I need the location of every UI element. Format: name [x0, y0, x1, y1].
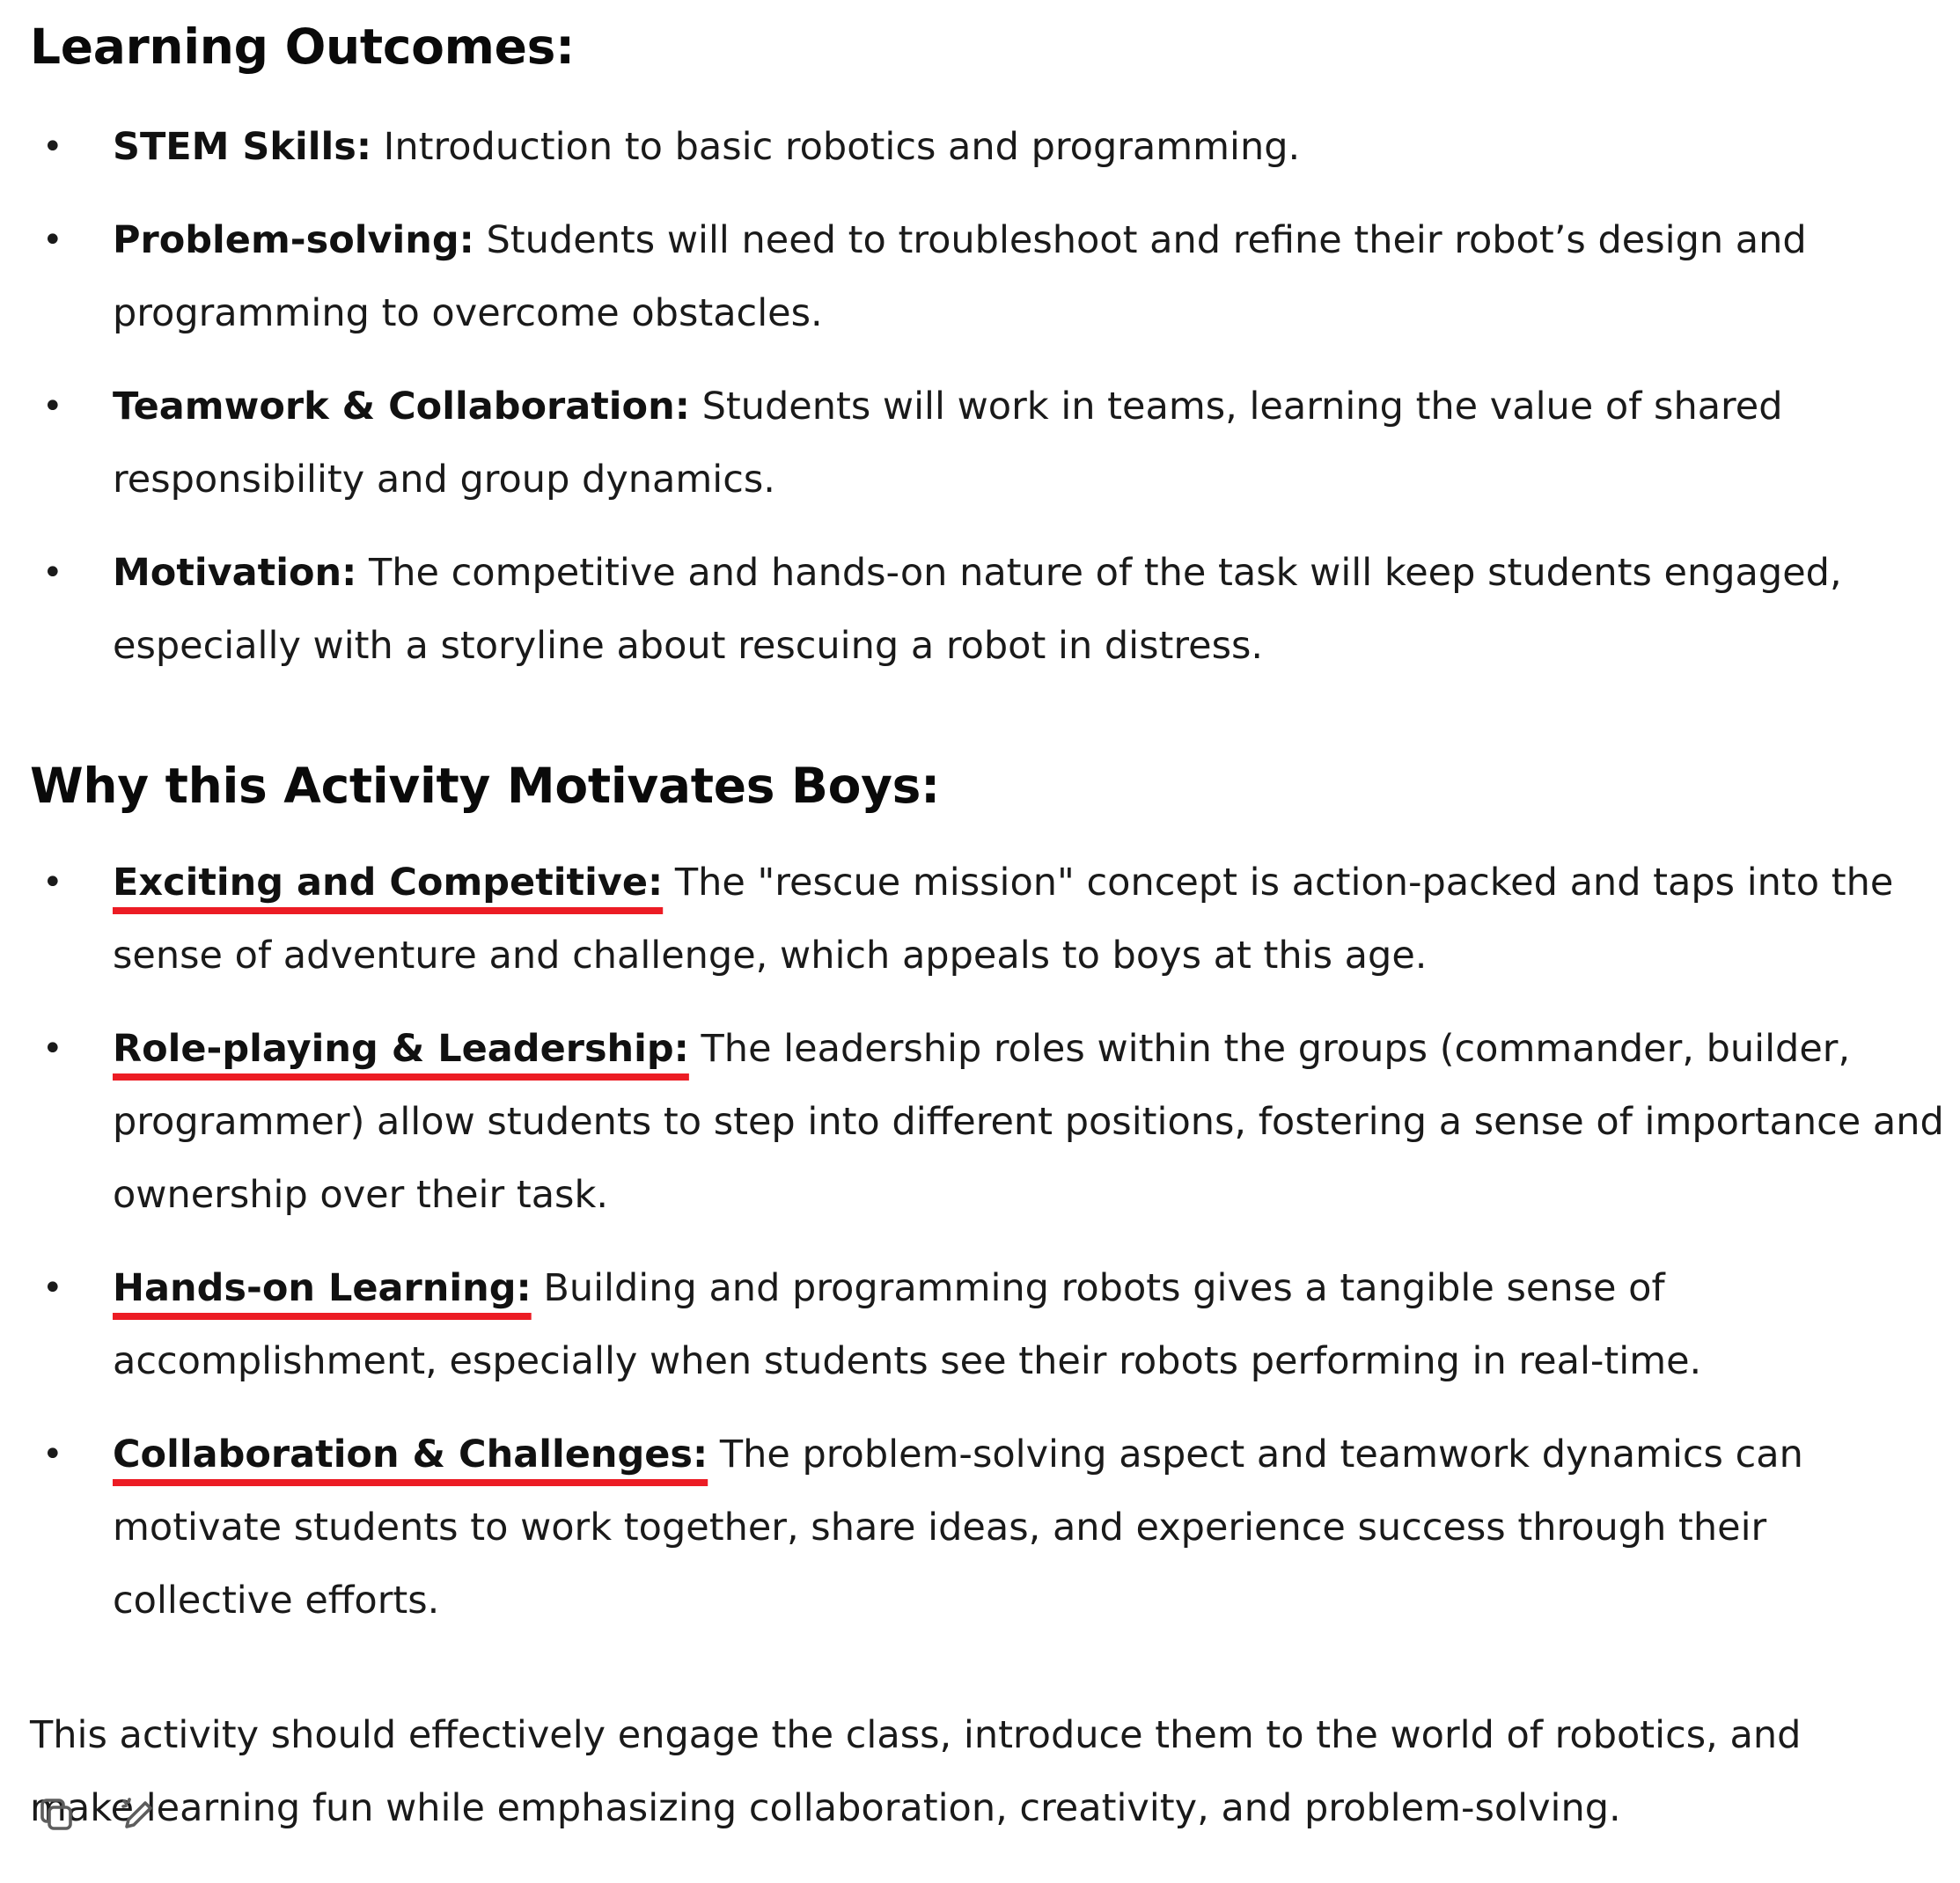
item-term-underlined: Role-playing & Leadership: — [113, 1027, 689, 1071]
why-activity-heading: Why this Activity Motivates Boys: — [30, 758, 940, 814]
item-term: Problem-solving: — [113, 218, 474, 262]
item-term: Teamwork & Collaboration: — [113, 385, 690, 429]
item-text: The problem-solving aspect and teamwork dynamics can motivate students to work together, share ideas, and experience success through their collective efforts. — [113, 1432, 1803, 1623]
item-term-underlined: Hands-on Learning: — [113, 1266, 532, 1310]
item-text: The leadership roles within the groups (commander, builder, programmer) allow students to step into different positions, fostering a sense of importance and ownership over their task. — [113, 1027, 1944, 1217]
list-item — [30, 537, 1949, 683]
bullet: • — [42, 127, 63, 167]
item-text: Students will need to troubleshoot and refine their robot’s design and programming to overcome obstacles. — [113, 218, 1807, 335]
why-activity-list — [30, 846, 1949, 1638]
list-item — [30, 1252, 1949, 1398]
copy-icon[interactable] — [33, 1791, 79, 1837]
item-text: Students will work in teams, learning the value of shared responsibility and group dynamics. — [113, 385, 1783, 502]
bullet: • — [42, 220, 63, 260]
item-text: Introduction to basic robotics and programming. — [371, 125, 1301, 169]
learning-outcomes-heading: Learning Outcomes: — [30, 18, 575, 75]
closing-paragraph: This activity should effectively engage the class, introduce them to the world of robotics, and make learning fun while emphasizing collaboration, creativity, and problem-solving. — [30, 1713, 1802, 1830]
bullet: • — [42, 1029, 63, 1069]
list-item — [30, 204, 1949, 350]
item-term: Motivation: — [113, 551, 357, 595]
item-text: Building and programming robots gives a tangible sense of accomplishment, especially when students see their robots performing in real-time. — [113, 1266, 1702, 1383]
list-item — [30, 370, 1949, 517]
edit-icon[interactable] — [116, 1791, 162, 1837]
list-item — [30, 846, 1949, 993]
list-item — [30, 1418, 1949, 1638]
list-item — [30, 1013, 1949, 1232]
bullet: • — [42, 1268, 63, 1308]
bullet: • — [42, 1434, 63, 1475]
item-text: The competitive and hands-on nature of the task will keep students engaged, especially with a storyline about rescuing a robot in distress. — [113, 551, 1842, 668]
item-text: The "rescue mission" concept is action-packed and taps into the sense of adventure and challenge, which appeals to boys at this age. — [113, 861, 1894, 978]
bullet: • — [42, 862, 63, 903]
item-term: STEM Skills: — [113, 125, 372, 169]
response-content — [30, 0, 1949, 1883]
bullet: • — [42, 386, 63, 427]
item-term-underlined: Collaboration & Challenges: — [113, 1432, 708, 1476]
list-item — [30, 111, 1949, 184]
bullet: • — [42, 553, 63, 593]
learning-outcomes-list — [30, 111, 1949, 683]
message-actions — [33, 1791, 162, 1837]
item-term-underlined: Exciting and Competitive: — [113, 861, 664, 905]
